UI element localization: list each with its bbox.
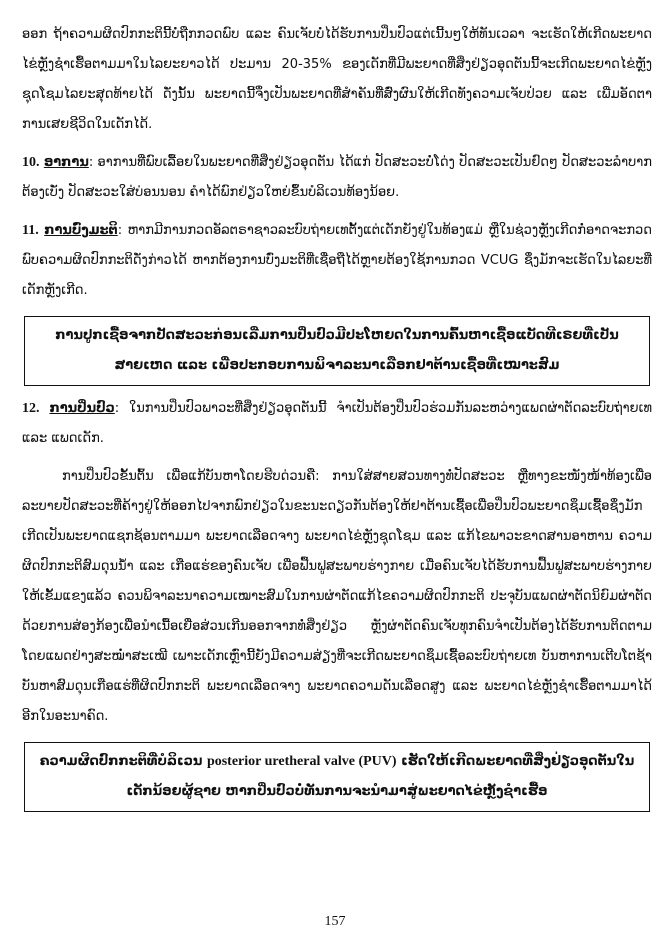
section-heading-diagnosis: ການບົ່ງມະຕິ [44,223,118,238]
paragraph-initial-treatment: ການປິ່ນປົວຂັ້ນຕົ້ນ ເພື່ອແກ້ບັນຫາໂດຍຮີບດ່ວນຄື: ການໃສ່ສາຍສວນທາງທໍ່ປັດສະວະ ຫຼືທາງຂະໜັງໜ້າທ້ອງເພື່ອລະບາຍປັດສະວະທີ່ຄ້າງຢູ່ໃຫ້ອອກໄປຈາກພົກຢ່ຽວໃນຂະນະດຽວກັນຕ້ອງໃຫ້ຢາຕ້ານເຊື້ອເພື່ອປິ່ນປົວພະຍາດຊຶມເຊື້ອຊຶ່ງມັກເກີດເປັນພະຍາດແຊກຊ້ອນຕາມມາ ພະຍາດເລືອດຈາງ ພະຍາດໄຂ່ຫຼັງຊຸດໂຊມ ແລະ ແກ້ໄຂພາວະຂາດສານອາຫານ ຄວາມຜິດປົກກະຕິສົມດຸນນ້ຳ ແລະ ເກືອແຮ່ຂອງຄົນເຈັບ ເພື່ອຟື້ນຟູສະພາບຮ່າງກາຍ ເມື່ອຄົນເຈັບໄດ້ຮັບການຟື້ນຟູສະພາບຮ່າງກາຍໃຫ້ເຂັ້ມແຂງແລ້ວ ຄວນພິຈາລະນາຄວາມເໝາະສົມໃນການຜ່າຕັດແກ້ໄຂຄວາມຜິດປົກກະຕິ ປະຈຸບັນແພດຜ່າຕັດນິຍົມຜ່າຕັດດ້ວຍການສ່ອງກ້ອງເພື່ອນຳເນື້ອເຍື່ອສ່ວນເກີນອອກຈາກທໍ່ສິ່ງຢ່ຽວ ຫຼັງຜ່າຕັດຄົນເຈັບທຸກຄົນຈຳເປັນຕ້ອງໄດ້ຮັບການຕິດຕາມໂດຍແພດຢ່າງສະໝໍ່າສະເໝີ ເພາະເດັກເຫຼົ່ານີ້ຍັງມີຄວາມສ່ຽງທີ່ຈະເກີດພະຍາດຊຶມເຊື້ອລະບົບຖ່າຍເທ ບັນຫາການເຕີບໂຕຊ້າ ບັນຫາສົມດຸນເກືອແຮ່ທີ່ຜິດປົກກະຕິ ພະຍາດເລືອດຈາງ ພະຍາດຄວາມດັນເລືອດສູງ ແລະ ພະຍາດໄຂ່ຫຼັງຊຳເຮື້ອຕາມມາໄດ້ອີກໃນອະນາຄົດ. [22,469,652,724]
section-number: 11. [22,223,39,238]
section-number: 12. [22,401,40,416]
callout-box-culture: ການປູກເຊື້ອຈາກປັດສະວະກ່ອນເລີ່ມການປິ່ນປົວມີປະໂຫຍດໃນການຄົ້ນຫາເຊື້ອແບັດທີເຣຍທີ່ເປັນສາຍເຫດ ແລະ ເພື່ອປະກອບການພິຈາລະນາເລືອກຢາຕ້ານເຊື້ອທີ່ເໝາະສົມ [24,316,650,386]
paragraph-symptoms [22,148,652,208]
callout-box-puv [24,742,650,812]
section-body-symptoms: : ອາການທີ່ພົບເລື້ອຍໃນພະຍາດທີ່ສິ່ງຢ່ຽວອຸດຕັນ ໄດ້ແກ່ ປັດສະວະບໍ່ໂດ່ງ ປັດສະວະເປັນຢົດໆ ປັດສະວະລຳບາກຕ້ອງເບັ່ງ ປັດສະວະໃສ່ບ່ອນນອນ ຄຳໄດ້ພົກຢ່ຽວໃຫຍ່ຂຶ້ນບໍລິເວນທ້ອງນ້ອຍ. [22,155,652,200]
section-body-diagnosis: : ຫາກມີການກວດອັລຕຣາຊາວລະບົບຖ່າຍເທຕັ້ງແຕ່ເດັກຍັງຢູ່ໃນທ້ອງແມ່ ຫຼືໃນຊ່ວງຫຼັງເກີດກໍ່ອາດຈະກວດພົບຄວາມຜິດປົກກະຕິດັ່ງກ່າວໄດ້ ຫາກຕ້ອງການບົ່ງມະຕິທີ່ເຊື່ອຖືໄດ້ຫຼາຍຕ້ອງໃຊ້ການກວດ VCUG ຊຶ່ງມັກຈະເຮັດໃນໄລຍະທີ່ເດັກຫຼັງເກີດ. [22,223,652,298]
callout-puv-post: ເຮັດໃຫ້ເກີດພະຍາດທີ່ສິ່ງຢ່ຽວອຸດຕັນໃນເດັກນ້ອຍຜູ້ຊາຍ ຫາກປິ່ນປົວບໍ່ທັນການຈະນຳມາສູ່ພະຍາດໄຂ່ຫຼັງຊຳເຮື້ອ [126,754,635,799]
page-number: 157 [324,914,346,929]
section-heading-treatment: ການປິ່ນປົວ [49,401,115,416]
document-page [22,20,652,820]
callout-puv-pre: ຄວາມຜິດປົກກະຕິທີ່ບໍລິເວນ [39,754,207,769]
section-number: 10. [22,155,40,170]
paragraph-diagnosis [22,216,652,306]
paragraph-intro: ອອກ ຖ້າຄວາມຜິດປົກກະຕິນີ້ບໍ່ຖືກກວດພົບ ແລະ ຄົນເຈັບບໍ່ໄດ້ຮັບການປິ່ນປົວແຕ່ເນີ້ນໆໃຫ້ທັນເວລາ ຈະເຮັດໃຫ້ເກີດພະຍາດໄຂ່ຫຼັງຊຳເຮື້ອຕາມມາໃນໄລຍະຍາວໄດ້ ປະມານ 20-35% ຂອງເດັກທີ່ມີພະຍາດທີ່ສິ່ງຢ່ຽວອຸດຕັນນີ້ຈະເກີດພະຍາດໄຂ່ຫຼັງຊຸດໂຊມໄລຍະສຸດທ້າຍໄດ້ ດັ່ງນັ້ນ ພະຍາດນີ້ຈຶ່ງເປັນພະຍາດທີ່ສຳຄັນທີ່ສົ່ງຜົນໃຫ້ເກີດທັງຄວາມເຈັບປ່ວຍ ແລະ ເພີ່ມອັດຕາການເສຍຊີວິດໃນເດັກໄດ້. [22,27,652,132]
paragraph-treatment [22,394,652,454]
section-body-treatment: : ໃນການປິ່ນປົວພາວະທີ່ສິ່ງຢ່ຽວອຸດຕັນນີ້ ຈຳເປັນຕ້ອງປິ່ນປົວຮ່ວມກັນລະຫວ່າງແພດຜ່າຕັດລະບົບຖ່າຍເທ ແລະ ແພດເດັກ. [22,401,652,446]
callout-puv-term: posterior uretheral valve (PUV) [206,754,397,769]
section-heading-symptoms: ອາການ [43,155,89,170]
